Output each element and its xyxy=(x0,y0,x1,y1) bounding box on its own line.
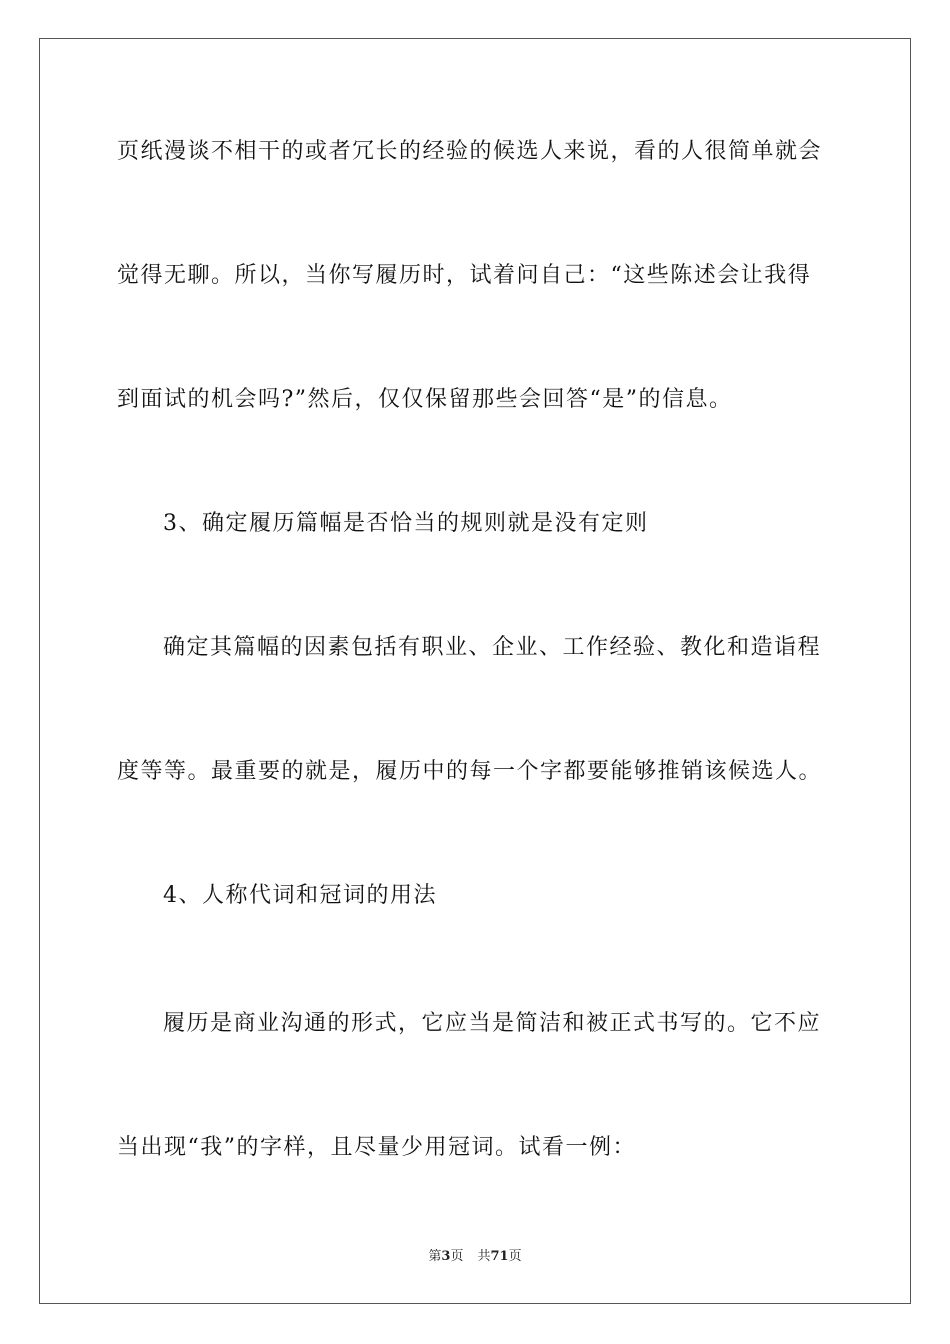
body-text-line: 度等等。最重要的就是，履历中的每一个字都要能够推销该候选人。 xyxy=(117,759,823,784)
body-text-line: 页纸漫谈不相干的或者冗长的经验的候选人来说，看的人很简单就会 xyxy=(117,139,823,164)
page-footer xyxy=(0,1248,950,1266)
body-text-line: 觉得无聊。所以，当你写履历时，试着问自己：“这些陈述会让我得 xyxy=(117,263,812,288)
paragraph-first-line: 履历是商业沟通的形式，它应当是简洁和被正式书写的。它不应 xyxy=(163,1011,822,1036)
body-text-line: 到面试的机会吗?”然后，仅仅保留那些会回答“是”的信息。 xyxy=(117,387,733,412)
total-suffix: 页 xyxy=(508,1249,522,1264)
section-heading: 3、确定履历篇幅是否恰当的规则就是没有定则 xyxy=(163,511,649,536)
page-suffix: 页 xyxy=(450,1249,464,1264)
section-heading: 4、人称代词和冠词的用法 xyxy=(163,883,437,908)
total-pages: 71 xyxy=(490,1249,509,1264)
page-prefix: 第 xyxy=(428,1249,442,1264)
paragraph-first-line: 确定其篇幅的因素包括有职业、企业、工作经验、教化和造诣程 xyxy=(163,635,822,660)
total-prefix: 共 xyxy=(477,1249,491,1264)
page-number: 3 xyxy=(441,1249,451,1264)
body-text-line: 当出现“我”的字样，且尽量少用冠词。试看一例： xyxy=(117,1135,636,1160)
page-border xyxy=(39,38,911,1304)
